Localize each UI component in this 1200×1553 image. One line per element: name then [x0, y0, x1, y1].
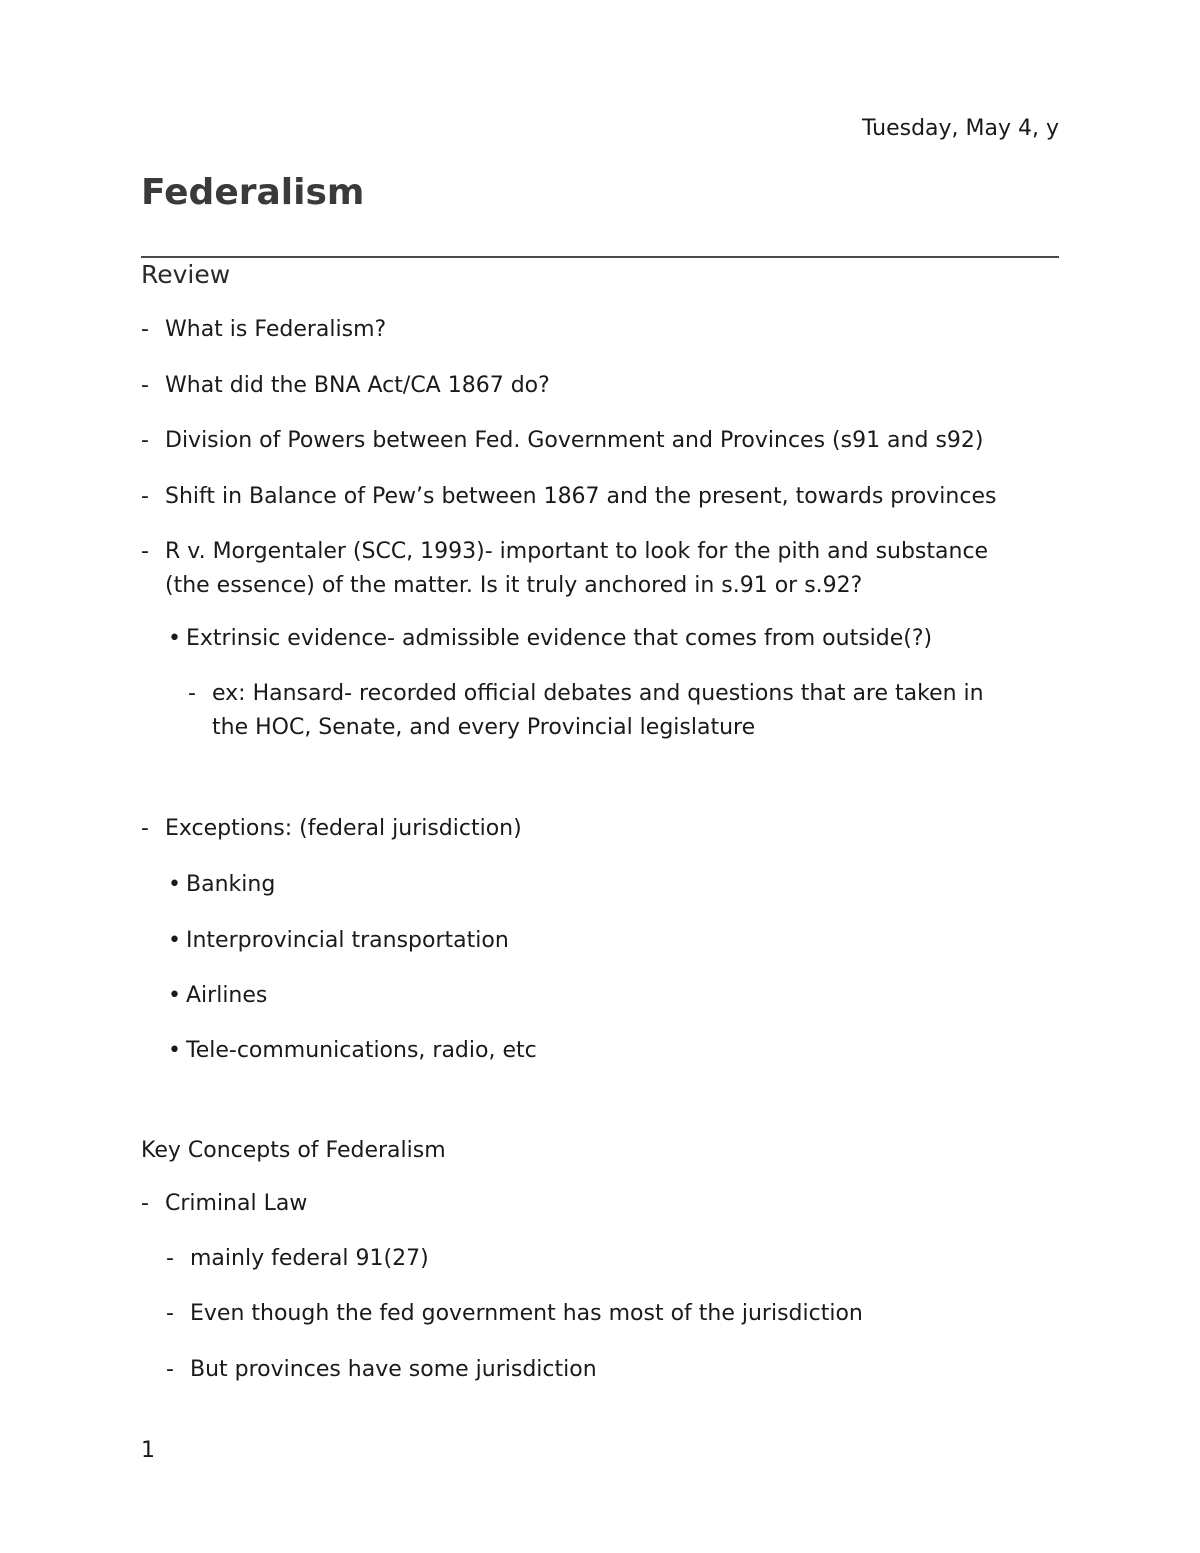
sub-list-item — [166, 1353, 597, 1387]
list-item-text: Division of Powers between Fed. Government and Provinces (s91 and s92) — [165, 428, 984, 453]
list-item-morgentaler — [141, 535, 988, 569]
list-item-text: ex: Hansard- recorded official debates and questions that are taken in — [212, 681, 984, 706]
dash-marker: - — [141, 539, 149, 564]
list-item-text: Even though the fed government has most of the jurisdiction — [190, 1301, 863, 1326]
list-item-exceptions — [141, 812, 522, 846]
bullet-marker: • — [168, 626, 181, 651]
page-title: Federalism — [141, 172, 365, 213]
bullet-item — [168, 868, 275, 902]
dash-marker: - — [141, 1191, 149, 1216]
dash-marker: - — [141, 816, 149, 841]
list-item — [141, 313, 386, 347]
page-number: 1 — [141, 1438, 155, 1463]
key-concepts-heading: Key Concepts of Federalism — [141, 1138, 446, 1163]
dash-marker: - — [141, 373, 149, 398]
sub-list-item — [166, 1242, 429, 1276]
dash-marker: - — [141, 484, 149, 509]
title-divider — [141, 256, 1059, 258]
bullet-item — [168, 979, 267, 1013]
bullet-item — [168, 1034, 537, 1068]
bullet-item-extrinsic — [168, 622, 932, 656]
list-item — [141, 369, 550, 403]
list-item-criminal-law — [141, 1187, 307, 1221]
bullet-item-text: Banking — [186, 872, 276, 897]
list-item-continuation: the HOC, Senate, and every Provincial legislature — [212, 715, 756, 740]
dash-marker: - — [166, 1301, 174, 1326]
bullet-marker: • — [168, 872, 181, 897]
bullet-marker: • — [168, 928, 181, 953]
dash-marker: - — [166, 1357, 174, 1382]
sub-list-item-hansard — [188, 677, 984, 711]
list-item-text: Shift in Balance of Pew’s between 1867 and the present, towards provinces — [165, 484, 997, 509]
bullet-item-text: Extrinsic evidence- admissible evidence that comes from outside(?) — [186, 626, 933, 651]
list-item-text: R v. Morgentaler (SCC, 1993)- important to look for the pith and substance — [165, 539, 989, 564]
list-item-text: Criminal Law — [165, 1191, 308, 1216]
list-item — [141, 480, 996, 514]
bullet-marker: • — [168, 983, 181, 1008]
list-item-text: But provinces have some jurisdiction — [190, 1357, 597, 1382]
bullet-item-text: Tele-communications, radio, etc — [186, 1038, 537, 1063]
dash-marker: - — [141, 317, 149, 342]
bullet-item-text: Airlines — [186, 983, 268, 1008]
bullet-item-text: Interprovincial transportation — [186, 928, 509, 953]
bullet-marker: • — [168, 1038, 181, 1063]
list-item-text: What is Federalism? — [165, 317, 387, 342]
dash-marker: - — [166, 1246, 174, 1271]
dash-marker: - — [188, 681, 196, 706]
list-item-continuation: (the essence) of the matter. Is it truly anchored in s.91 or s.92? — [165, 573, 863, 598]
list-item — [141, 424, 983, 458]
date-header: Tuesday, May 4, y — [862, 116, 1059, 141]
list-item-text: mainly federal 91(27) — [190, 1246, 429, 1271]
sub-list-item — [166, 1297, 863, 1331]
bullet-item — [168, 924, 509, 958]
list-item-text: Exceptions: (federal jurisdiction) — [165, 816, 522, 841]
dash-marker: - — [141, 428, 149, 453]
review-heading: Review — [141, 260, 231, 289]
list-item-text: What did the BNA Act/CA 1867 do? — [165, 373, 550, 398]
